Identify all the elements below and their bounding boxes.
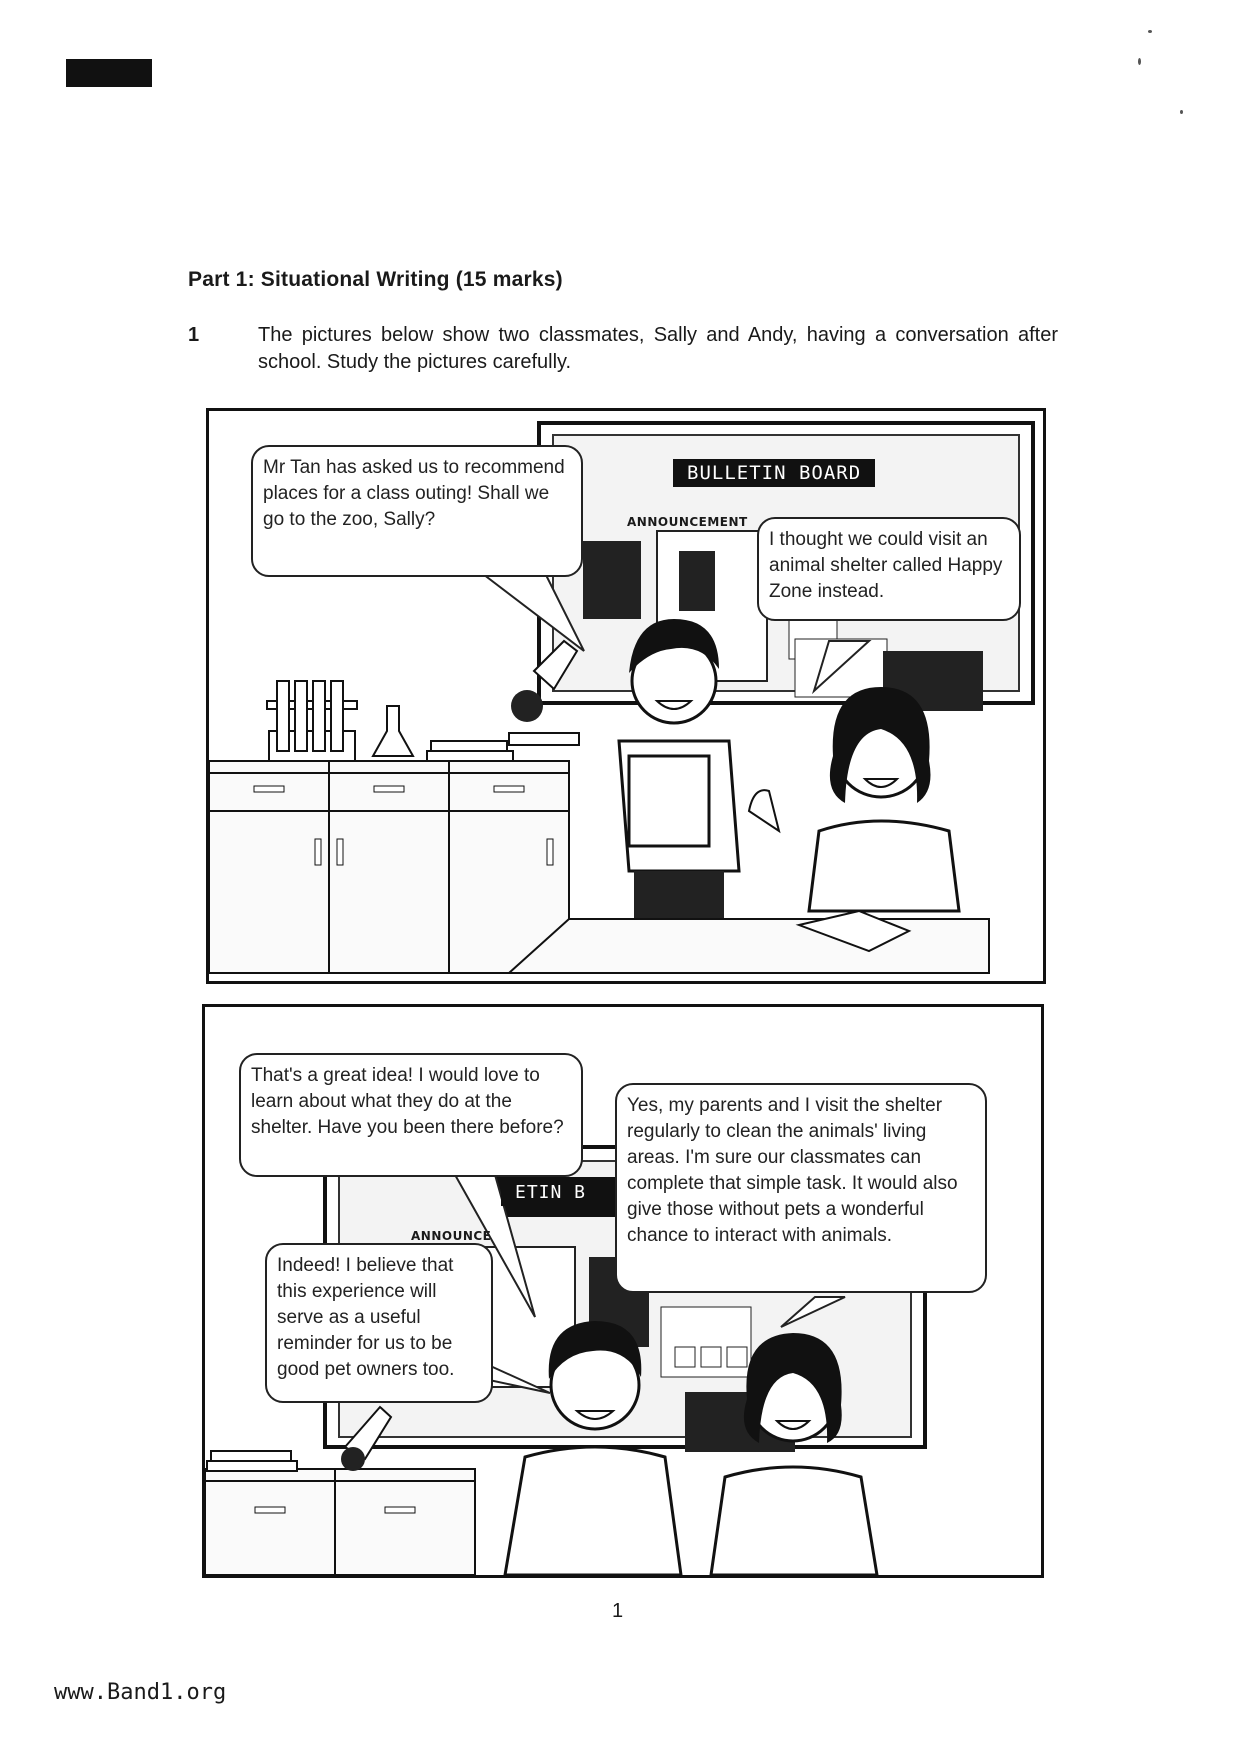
scan-speck bbox=[1180, 110, 1183, 114]
speech-bubble-andy: Mr Tan has asked us to recommend places for a class outing! Shall we go to the zoo, Sally? bbox=[251, 445, 583, 577]
question-text: The pictures below show two classmates, Sally and Andy, having a conversation after school. Study the pictures carefully. bbox=[258, 324, 1058, 373]
scan-speck bbox=[1148, 30, 1152, 33]
redaction-block bbox=[66, 59, 152, 87]
announcement-label: ANNOUNCE bbox=[411, 1229, 492, 1243]
bulletin-board-title: BULLETIN BOARD bbox=[673, 459, 875, 487]
part-heading: Part 1: Situational Writing (15 marks) bbox=[188, 268, 563, 291]
speech-bubble-sally: I thought we could visit an animal shelter called Happy Zone instead. bbox=[757, 517, 1021, 621]
page-number: 1 bbox=[612, 1600, 624, 1622]
announcement-label: ANNOUNCEMENT bbox=[627, 515, 748, 529]
comic-panel-2 bbox=[202, 1004, 1044, 1578]
bulletin-board-title: ETIN B bbox=[501, 1179, 600, 1206]
scan-speck bbox=[1138, 58, 1141, 65]
question-number: 1 bbox=[188, 324, 200, 346]
footer-url: www.Band1.org bbox=[54, 1680, 227, 1705]
speech-bubble-andy-1: That's a great idea! I would love to learn about what they do at the shelter. Have you been there before? bbox=[239, 1053, 583, 1177]
speech-bubble-andy-2: Indeed! I believe that this experience will serve as a useful reminder for us to be good pet owners too. bbox=[265, 1243, 493, 1403]
speech-bubble-sally: Yes, my parents and I visit the shelter regularly to clean the animals' living areas. I'm sure our classmates can complete that simple task. It would also give those without pets a wonderful chance to interact with animals. bbox=[615, 1083, 987, 1293]
comic-panel-1 bbox=[206, 408, 1046, 984]
